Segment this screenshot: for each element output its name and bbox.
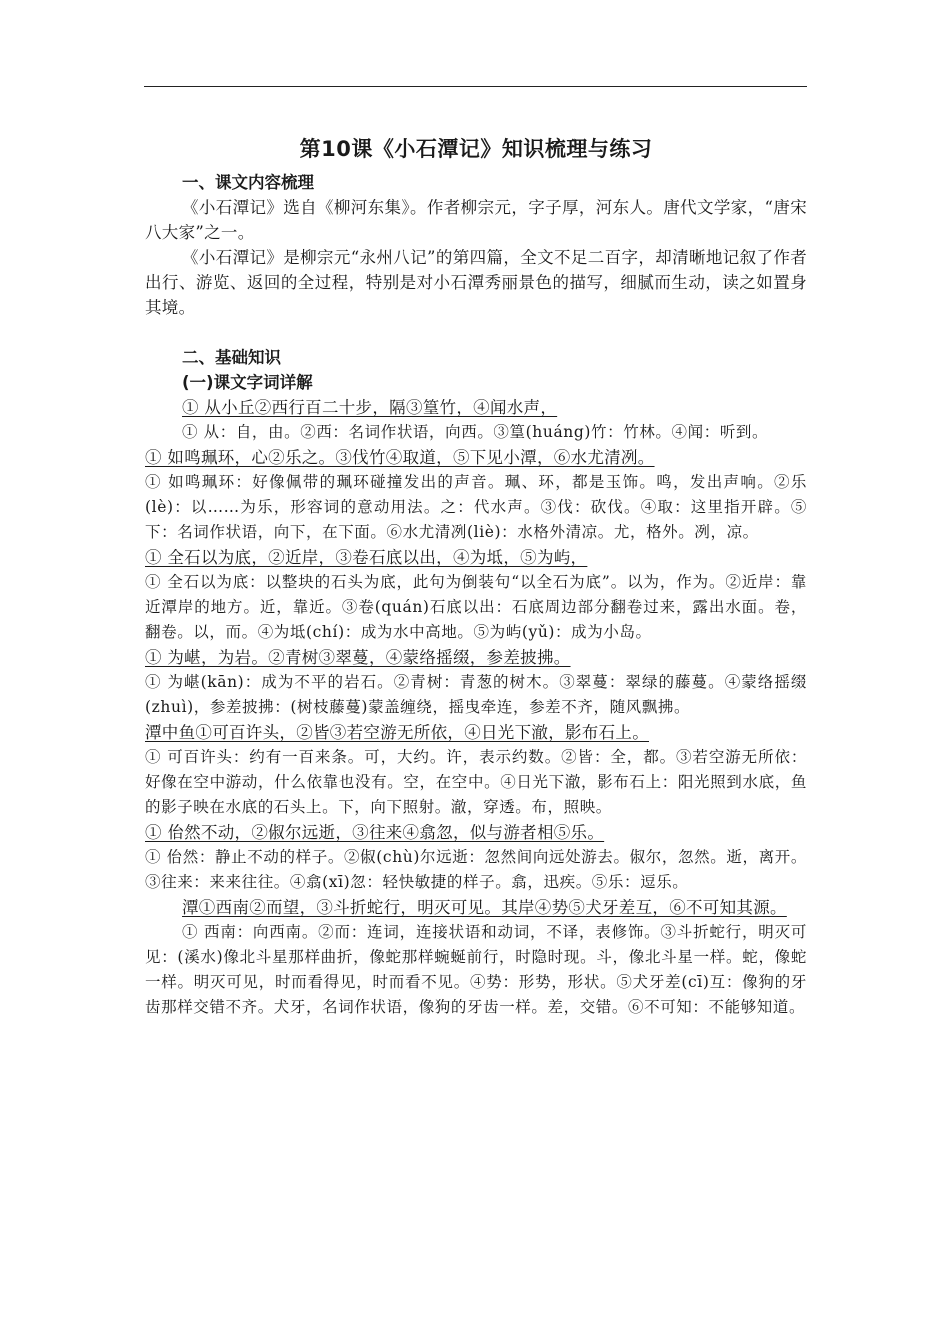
document-page <box>145 134 807 1020</box>
header-rule <box>144 86 807 87</box>
page-title: 第10课《小石潭记》知识梳理与练习 <box>299 137 653 161</box>
spacer <box>145 320 807 345</box>
source-line-7: 潭①西南②而望，③斗折蛇行，明灭可见。其岸④势⑤犬牙差互，⑥不可知其源。 <box>182 898 787 917</box>
source-line-1: ① 从小丘②西行百二十步，隔③篁竹，④闻水声， <box>182 398 558 417</box>
section-heading-1: 一、课文内容梳理 <box>182 173 314 192</box>
note-4: ① 为嵁(kān)：成为不平的岩石。②青树：青葱的树木。③翠蔓：翠绿的藤蔓。④蒙络摇缀(zhuì)，参差披拂：(树枝藤蔓)蒙盖缠绕，摇曳牵连，参差不齐，随风飘拂。 <box>145 673 807 716</box>
source-line-5: 潭中鱼①可百许头，②皆③若空游无所依，④日光下澈，影布石上。 <box>145 723 649 742</box>
paragraph-2: 《小石潭记》是柳宗元“永州八记”的第四篇，全文不足二百字，却清晰地记叙了作者出行、游览、返回的全过程，特别是对小石潭秀丽景色的描写，细腻而生动，读之如置身其境。 <box>145 248 807 317</box>
source-line-4: ① 为嵁，为岩。②青树③翠蔓，④蒙络摇缀，参差披拂。 <box>145 648 571 667</box>
note-1: ① 从：自，由。②西：名词作状语，向西。③篁(huáng)竹：竹林。④闻：听到。 <box>182 423 769 441</box>
source-line-2: ① 如鸣珮环，心②乐之。③伐竹④取道，⑤下见小潭，⑥水尤清冽。 <box>145 448 655 467</box>
note-7: ① 西南：向西南。②而：连词，连接状语和动词，不译，表修饰。③斗折蛇行，明灭可见：(溪水)像北斗星那样曲折，像蛇那样蜿蜒前行，时隐时现。斗，像北斗星一样。蛇，像蛇一样。明灭可见，时而看得见，时而看不见。④势：形势，形状。⑤犬牙差(cī)互：像狗的牙齿那样交错不齐。犬牙，名词作状语，像狗的牙齿一样。差，交错。⑥不可知：不能够知道。 <box>145 923 808 1016</box>
paragraph-1: 《小石潭记》选自《柳河东集》。作者柳宗元，字子厚，河东人。唐代文学家，“唐宋八大家”之一。 <box>145 198 807 242</box>
note-6: ① 佁然：静止不动的样子。②俶(chù)尔远逝：忽然间向远处游去。俶尔，忽然。逝，离开。③往来：来来往往。④翕(xī)忽：轻快敏捷的样子。翕，迅疾。⑤乐：逗乐。 <box>145 848 807 891</box>
note-2: ① 如鸣珮环：好像佩带的珮环碰撞发出的声音。珮、环，都是玉饰。鸣，发出声响。②乐(lè)：以……为乐，形容词的意动用法。之：代水声。③伐：砍伐。④取：这里指开辟。⑤下：名词作状语，向下，在下面。⑥水尤清冽(liè)：水格外清凉。尤，格外。冽，凉。 <box>145 473 807 541</box>
source-line-6: ① 佁然不动，②俶尔远逝，③往来④翕忽，似与游者相⑤乐。 <box>145 823 605 842</box>
note-5: ① 可百许头：约有一百来条。可，大约。许，表示约数。②皆：全，都。③若空游无所依：好像在空中游动，什么依靠也没有。空，在空中。④日光下澈，影布石上：阳光照到水底，鱼的影子映在水底的石头上。下，向下照射。澈，穿透。布，照映。 <box>145 748 807 816</box>
subheading: (一)课文字词详解 <box>182 373 313 392</box>
note-3: ① 全石以为底：以整块的石头为底，此句为倒装句“以全石为底”。以为，作为。②近岸：靠近潭岸的地方。近，靠近。③卷(quán)石底以出：石底周边部分翻卷过来，露出水面。卷，翻卷。以，而。④为坻(chí)：成为水中高地。⑤为屿(yǔ)：成为小岛。 <box>145 573 807 641</box>
source-line-3: ① 全石以为底，②近岸，③卷石底以出，④为坻，⑤为屿， <box>145 548 588 567</box>
section-heading-2: 二、基础知识 <box>182 348 281 367</box>
